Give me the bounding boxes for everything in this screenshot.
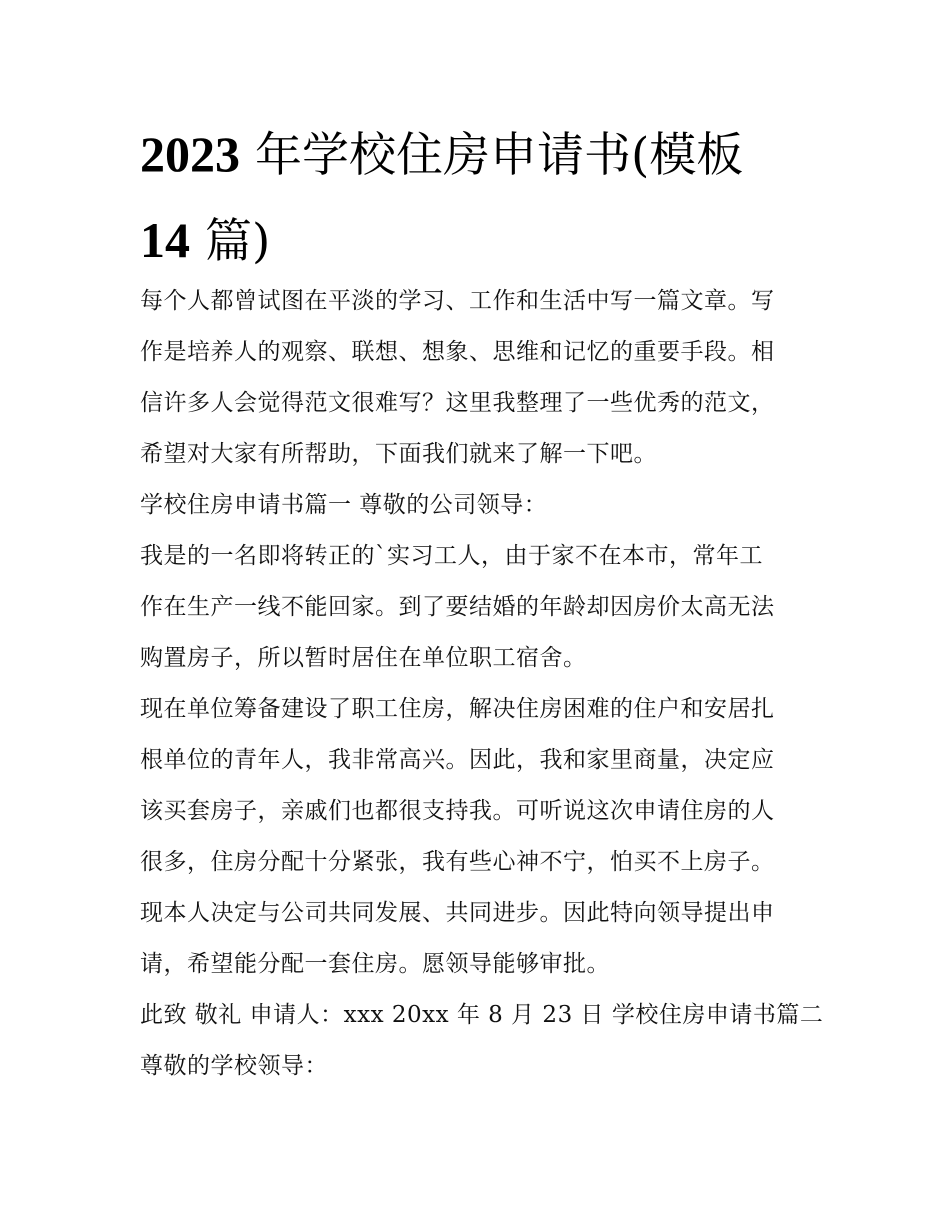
title-line-2 (140, 198, 820, 284)
intro-line: 作是培养人的观察、联想、想象、思维和记忆的重要手段。相 (140, 339, 775, 365)
document-title (140, 112, 820, 284)
intro-line: 每个人都曾试图在平淡的学习、工作和生活中写一篇文章。写 (140, 288, 775, 314)
paragraph-line: 我是的一名即将转正的`实习工人，由于家不在本市，常年工 (140, 543, 763, 569)
intro-line: 信许多人会觉得范文很难写？这里我整理了一些优秀的范文， (140, 390, 775, 416)
paragraph-line: 作在生产一线不能回家。到了要结婚的年龄却因房价太高无法 (140, 594, 775, 620)
paragraph-line: 根单位的青年人，我非常高兴。因此，我和家里商量，决定应 (140, 747, 775, 773)
title-year: 2023 (140, 126, 240, 182)
title-text: 年学校住房申请书(模板 (254, 128, 744, 183)
paragraph-line: 该买套房子，亲戚们也都很支持我。可听说这次申请住房的人 (140, 798, 775, 824)
paragraph-line: 购置房子，所以暂时居住在单位职工宿舍。 (140, 645, 587, 671)
closing-line: 此致 敬礼 申请人：xxx 20xx 年 8 月 23 日 学校住房申请书篇二 (140, 1002, 824, 1028)
document-body (140, 276, 840, 1092)
title-line-1 (140, 112, 820, 198)
intro-line: 希望对大家有所帮助，下面我们就来了解一下吧。 (140, 441, 657, 467)
salutation-line: 尊敬的学校领导： (140, 1053, 328, 1079)
paragraph-line: 请，希望能分配一套住房。愿领导能够审批。 (140, 951, 610, 977)
title-text-end: 篇) (204, 214, 271, 269)
paragraph-line: 很多，住房分配十分紧张，我有些心神不宁，怕买不上房子。 (140, 849, 775, 875)
title-count: 14 (140, 212, 190, 268)
paragraph-line: 现在单位筹备建设了职工住房，解决住房困难的住户和安居扎 (140, 696, 775, 722)
section-heading-line: 学校住房申请书篇一 尊敬的公司领导： (140, 492, 548, 518)
paragraph-line: 现本人决定与公司共同发展、共同进步。因此特向领导提出申 (140, 900, 775, 926)
